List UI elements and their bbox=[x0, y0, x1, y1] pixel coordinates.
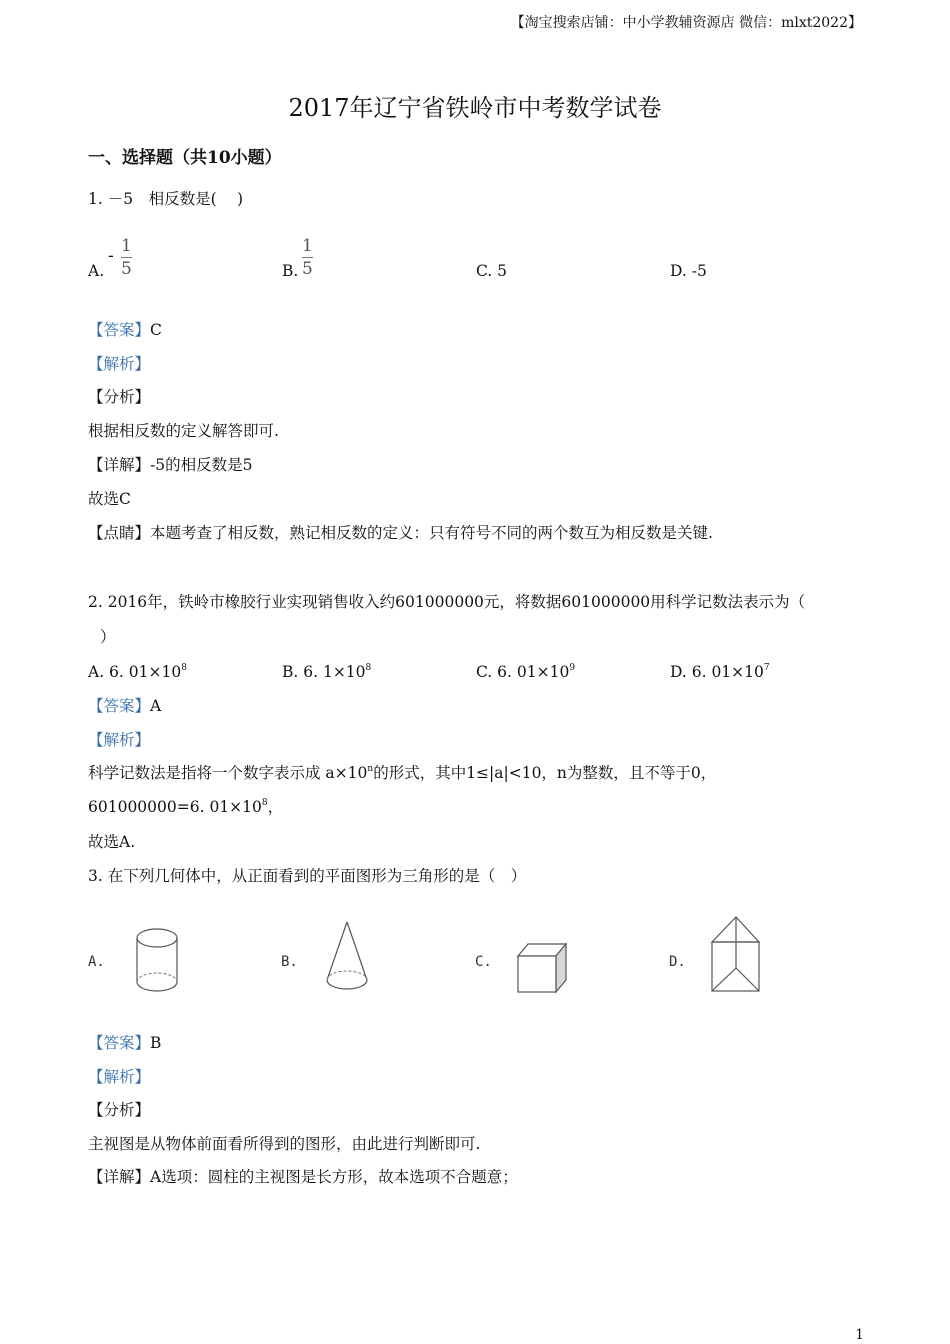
q2-explanation-line2 bbox=[88, 800, 283, 816]
q3-stem: 3. 在下列几何体中，从正面看到的平面图形为三角形的是（ ） bbox=[88, 867, 527, 885]
q3-fenxi-text: 主视图是从物体前面看所得到的图形，由此进行判断即可. bbox=[88, 1135, 481, 1153]
answer-tag: 【答案】 bbox=[88, 697, 151, 715]
dianjing-text: 本题考查了相反数，熟记相反数的定义：只有符号不同的两个数互为相反数是关键. bbox=[150, 524, 713, 542]
q3-figure-d-label: D. bbox=[669, 954, 686, 970]
detail-tag: 【详解】 bbox=[88, 1168, 151, 1186]
q1-analysis-tag: 【解析】 bbox=[88, 355, 151, 373]
page-title: 2017年辽宁省铁岭市中考数学试卷 bbox=[288, 94, 662, 122]
answer-tag: 【答案】 bbox=[88, 321, 151, 339]
option-text: B. 6. 1×10 bbox=[282, 663, 366, 681]
q2-option-b bbox=[282, 665, 371, 681]
fraction-denominator: 5 bbox=[121, 259, 132, 279]
section-heading: 一、选择题（共10小题） bbox=[88, 148, 282, 168]
q1-choose: 故选C bbox=[88, 490, 131, 508]
option-exponent: 8 bbox=[365, 663, 372, 673]
answer-value: B bbox=[150, 1034, 162, 1052]
explanation-text: 601000000=6. 01×10 bbox=[88, 798, 262, 816]
q2-answer bbox=[88, 699, 161, 715]
q2-option-a bbox=[88, 665, 187, 681]
dianjing-tag: 【点睛】 bbox=[88, 524, 151, 542]
q3-answer bbox=[88, 1036, 161, 1052]
q1-detail bbox=[88, 458, 252, 474]
q1-option-a-sign: - bbox=[108, 246, 114, 266]
q1-stem: 1. －5 相反数是( ) bbox=[88, 190, 244, 208]
cube-figure bbox=[514, 938, 570, 996]
q2-option-c bbox=[476, 665, 575, 681]
q2-stem-line2: ） bbox=[100, 628, 116, 646]
q3-fenxi-tag: 【分析】 bbox=[88, 1101, 151, 1119]
fraction-bar bbox=[302, 257, 313, 258]
detail-text: A选项：圆柱的主视图是长方形，故本选项不合题意； bbox=[150, 1168, 518, 1186]
q1-answer bbox=[88, 323, 162, 339]
explanation-text: 的形式，其中1≤|a|<10，n为整数，且不等于0， bbox=[373, 764, 717, 782]
option-text: D. 6. 01×10 bbox=[670, 663, 764, 681]
explanation-text: 科学记数法是指将一个数字表示成 a×10 bbox=[88, 764, 368, 782]
option-text: C. 6. 01×10 bbox=[476, 663, 570, 681]
answer-tag: 【答案】 bbox=[88, 1034, 151, 1052]
fraction-denominator: 5 bbox=[302, 259, 313, 279]
q1-option-a-fraction bbox=[121, 236, 132, 279]
q3-figure-c-label: C. bbox=[475, 954, 492, 970]
option-exponent: 8 bbox=[181, 663, 187, 673]
q1-option-b-label: B. bbox=[282, 262, 299, 280]
q3-analysis-tag: 【解析】 bbox=[88, 1068, 151, 1086]
q3-figure-a-label: A. bbox=[88, 954, 105, 970]
q3-figure-b-label: B. bbox=[281, 954, 298, 970]
q1-option-c: C. 5 bbox=[476, 262, 508, 280]
q2-choose: 故选A. bbox=[88, 833, 136, 851]
q2-analysis-tag: 【解析】 bbox=[88, 731, 151, 749]
answer-value: A bbox=[150, 697, 162, 715]
answer-value: C bbox=[150, 321, 162, 339]
q2-explanation-line1 bbox=[88, 766, 716, 782]
option-exponent: 7 bbox=[763, 663, 770, 673]
q1-option-b-fraction bbox=[302, 236, 313, 279]
q2-option-d bbox=[670, 665, 770, 681]
explanation-text: ， bbox=[267, 798, 284, 816]
option-exponent: 9 bbox=[569, 663, 576, 673]
q1-fenxi-text: 根据相反数的定义解答即可. bbox=[88, 422, 279, 440]
q1-option-a-label: A. bbox=[88, 262, 105, 280]
triangular-prism-figure bbox=[707, 913, 763, 997]
page-number: 1 bbox=[855, 1327, 864, 1343]
q2-stem-line1: 2. 2016年，铁岭市橡胶行业实现销售收入约601000000元，将数据601000000用科学记数法表示为（ bbox=[88, 593, 806, 611]
fraction-numerator: 1 bbox=[121, 236, 132, 256]
option-text: A. 6. 01×10 bbox=[88, 663, 182, 681]
explanation-exponent: 8 bbox=[261, 798, 268, 808]
q1-option-d: D. -5 bbox=[670, 262, 707, 280]
q3-detail bbox=[88, 1170, 518, 1186]
q1-dianjing bbox=[88, 526, 713, 542]
cone-figure bbox=[323, 918, 373, 996]
explanation-exponent: n bbox=[367, 764, 374, 774]
fraction-bar bbox=[121, 257, 132, 258]
fraction-numerator: 1 bbox=[302, 236, 313, 256]
q1-fenxi-tag: 【分析】 bbox=[88, 388, 151, 406]
cylinder-figure bbox=[132, 922, 184, 996]
detail-text: -5的相反数是5 bbox=[150, 456, 253, 474]
detail-tag: 【详解】 bbox=[88, 456, 151, 474]
page-header: 【淘宝搜索店铺：中小学教辅资源店 微信：mlxt2022】 bbox=[510, 15, 862, 31]
